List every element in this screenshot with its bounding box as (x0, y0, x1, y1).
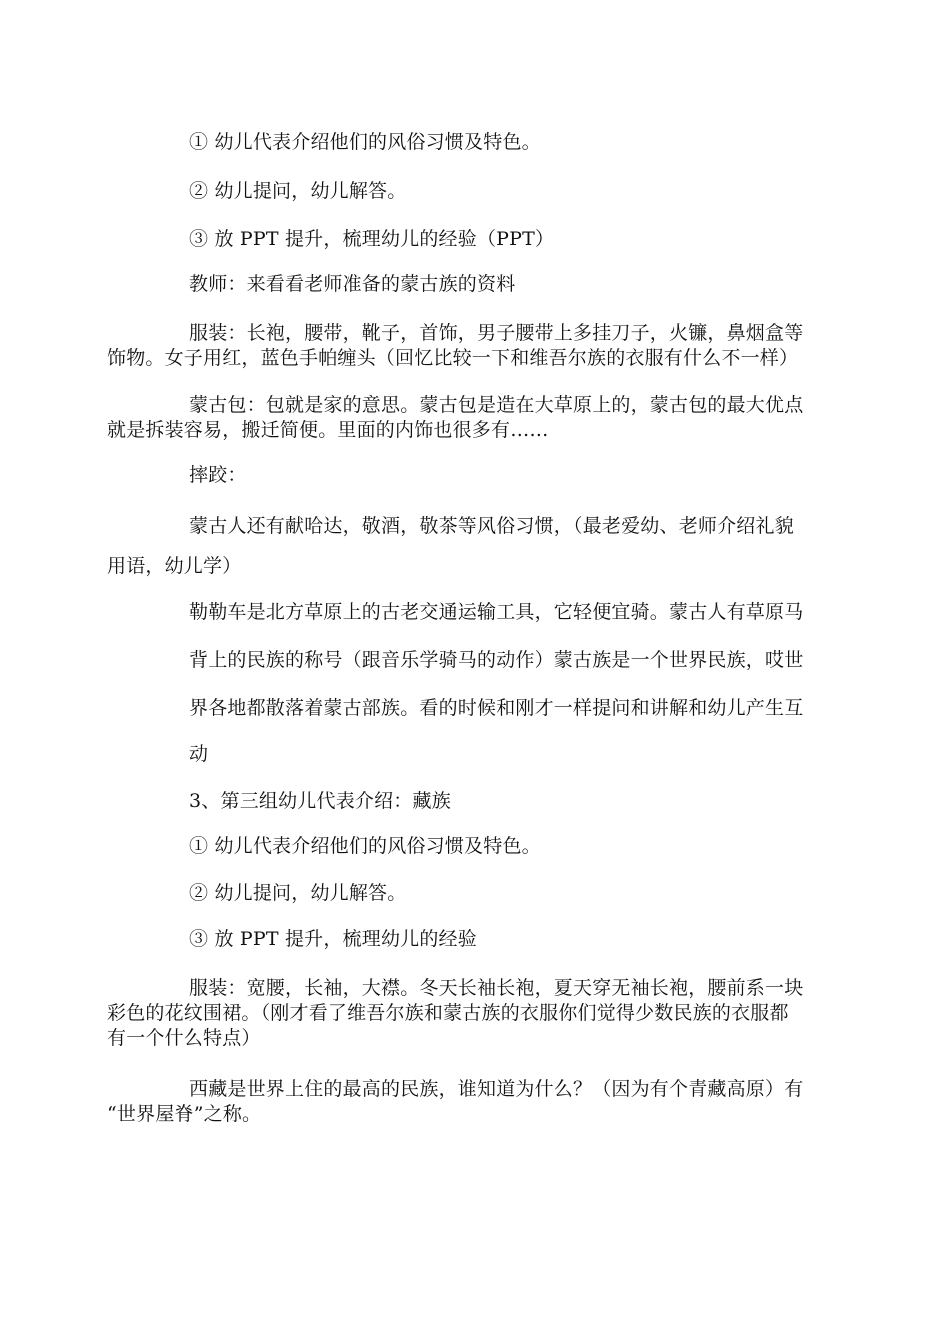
text-line: ③ 放 PPT 提升，梳理幼儿的经验（PPT） (189, 228, 555, 250)
text-line: 勒勒车是北方草原上的古老交通运输工具，它轻便宜骑。蒙古人有草原马 (189, 601, 804, 623)
text-line: 用语，幼儿学） (107, 555, 242, 577)
text-line: ② 幼儿提问，幼儿解答。 (189, 882, 407, 904)
text-line: 背上的民族的称号（跟音乐学骑马的动作）蒙古族是一个世界民族，哎世 (189, 649, 804, 671)
text-line: 蒙古包：包就是家的意思。蒙古包是造在大草原上的，蒙古包的最大优点 (189, 394, 804, 416)
text-line: 界各地都散落着蒙古部族。看的时候和刚才一样提问和讲解和幼儿产生互 (189, 697, 804, 719)
text-line: 3、第三组幼儿代表介绍：藏族 (189, 790, 451, 812)
text-line: 西藏是世界上住的最高的民族，谁知道为什么？（因为有个青藏高原）有 (189, 1078, 804, 1100)
text-line: 蒙古人还有献哈达，敬酒，敬茶等风俗习惯，（最老爱幼、老师介绍礼貌 (189, 515, 794, 537)
text-line: ① 幼儿代表介绍他们的风俗习惯及特色。 (189, 835, 541, 857)
text-line: 摔跤： (189, 464, 247, 486)
text-line: 有一个什么特点） (107, 1027, 261, 1049)
text-line: ① 幼儿代表介绍他们的风俗习惯及特色。 (189, 131, 541, 153)
text-line: 服装：宽腰，长袖，大襟。冬天长袖长袍，夏天穿无袖长袍，腰前系一块 (189, 977, 804, 999)
text-line: 饰物。女子用红，蓝色手帕缠头（回忆比较一下和维吾尔族的衣服有什么不一样） (107, 347, 799, 369)
text-line: 就是拆装容易，搬迁简便。里面的内饰也很多有…… (107, 419, 549, 441)
text-line: 服装：长袍，腰带，靴子，首饰，男子腰带上多挂刀子，火镰，鼻烟盒等 (189, 322, 804, 344)
text-line: ③ 放 PPT 提升，梳理幼儿的经验 (189, 928, 477, 950)
text-line: “世界屋脊”之称。 (107, 1103, 262, 1125)
text-line: 彩色的花纹围裙。（刚才看了维吾尔族和蒙古族的衣服你们觉得少数民族的衣服都 (107, 1002, 789, 1024)
text-line: 动 (189, 743, 209, 765)
text-line: ② 幼儿提问，幼儿解答。 (189, 180, 407, 202)
text-line: 教师：来看看老师准备的蒙古族的资料 (189, 273, 516, 295)
